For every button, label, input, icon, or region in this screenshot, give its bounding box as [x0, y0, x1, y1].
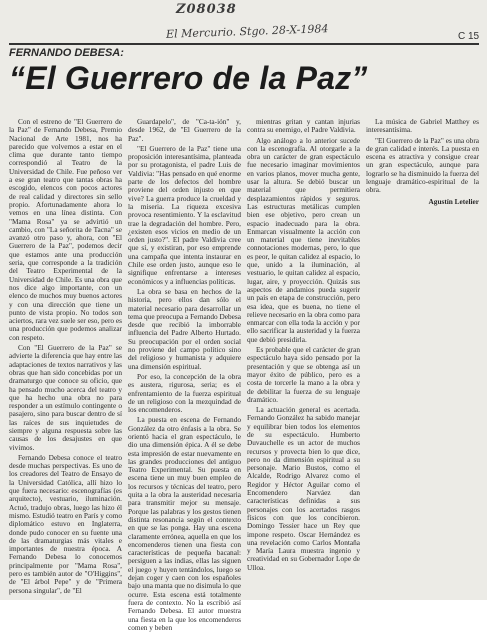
paragraph: Con "El Guerrero de la Paz" se advierte la diferencia que hay entre las adaptaciones de textos narrativos y las obras que han sido concebidas por un dramaturgo que conoce su oficio, que ha pensado mucho acerca del teatro y que ha hecho una obra no para responder a un estímulo contingente o pasajero, sino para buscar dentro de sí las raíces de sus inquietudes de siempre y alguna respuesta sobre las causas de los desajustes en que vivimos.: [9, 343, 122, 452]
archive-code: Z08038: [176, 2, 237, 17]
paragraph: La obra se basa en hechos de la historia, pero ellos dan sólo el material necesario para desarrollar un tema que preocupa a Fernando Debesa desde que recibió la imborrable influencia del Padre Alberto Hurtado. Su preocupación por el orden social no proviene del campo político sino del religioso y humanista y adquiere una dimensión espiritual.: [128, 286, 241, 371]
paragraph: "El Guerrero de la Paz" tiene una proposición interesantísima, planteada por su protagonista, el padre Luis de Valdivia: "Has pensado en qué enorme parte de los defectos del hombre proviene del orden injusto en que vive? La guerra produce la crueldad y la miseria. La riqueza excesiva provoca resentimiento. Y la esclavitud trae la degradación del hombre. Pero, ¿existen esos vicios en medio de un orden justo?". El padre Valdivia cree que sí, y existiran, por eso emprende una campaña que intenta instaurar en Chile ese orden justo, aunque eso le signifique enfrentarse a intereses económicos y a influencias políticas.: [128, 143, 242, 286]
article-kicker: FERNANDO DEBESA:: [9, 47, 124, 59]
paragraph: Fernando Debesa conoce el teatro desde muchas perspectivas. Es uno de los creadores del Teatro de Ensayo de la Universidad Católica, allí hizo lo que fuera necesario: escenografías (es arquitecto), vestuario, iluminación. Actuó, tradujo obras, luego las hizo él mismo. Estudió teatro en París y como diplomático estuvo en Inglaterra, donde pudo conocer en su fuente una de las dramaturgias más vitales e importantes de nuestra época. A Fernando Debesa lo conocemos principalmente por "Mama Rosa", pero es también autor de "O'Higgins", de "El árbol Pepe" y de "Primera persona singular", de "El: [9, 452, 122, 595]
header-rule: [9, 43, 479, 45]
paragraph: Guardapelo", de "Ca-ta-ión" y, desde 1962, de "El Guerrero de la Paz".: [128, 117, 241, 143]
article-column-4: [366, 118, 479, 596]
paragraph: mientras gritan y cantan injurias contra su enemigo, el Padre Valdivia.: [247, 117, 360, 135]
paragraph: La música de Gabriel Matthey es interesantísima.: [366, 117, 479, 135]
handwritten-source: El Mercurio. Stgo. 28-X-1984: [165, 22, 329, 41]
paragraph: Algo análogo a lo anterior sucede con la escenografía. Al otorgarle a la obra un carácter de gran espectáculo fue necesario imaginar movimientos en varios planos, mover mucha gente, usar la altura. Se debió buscar un material que permitiera desplazamientos rápidos y seguros. Las estructuras metálicas cumplen bien ese objetivo, pero crean un espacio inadecuado para la obra. Enmarcan visualmente la acción con un material que tiene inevitables connotaciones modernas, pero, lo que es peor, le quitan calidez al espacio, lo que, unido a la iluminación, al vestuario, le quitan calidez al espacio, lugar, aire, y proyección. Quizás sus aspectos de andamios pueda sugerir un país en etapa de construcción, pero esa idea, que es buena, no tiene el relieve necesario en la obra como para enmarcar con ella toda la acción y por ello sacrificar la austeridad y la fuerza que debió presidirla.: [247, 135, 360, 344]
paragraph: "El Guerrero de la Paz" es una obra de gran calidad e interés. La puesta en escena es atractiva y consigue crear un gran espectáculo, aunque para lograrlo se ha disminuido la fuerza del lenguaje dramático-espiritual de la obra.: [366, 135, 479, 195]
paragraph: La puesta en escena de Fernando González da otro énfasis a la obra. Se orientó hacia el gran espectáculo, le dio una dimensión épica. A él se debe esta impresión de estar nuevamente en las grandes producciones del antiguo Teatro Experimental. Su puesta en escena tiene un muy buen empleo de los recursos y técnicas del teatro, pero quita a la obra la austeridad necesaria para transmitir mejor su mensaje. Porque las palabras y los gestos tienen distinta resonancia según el contexto en que se las ponga. Hay una escena claramente errónea, aquella en que los encomenderos tienen una fiesta con características de pequeña bacanal: persiguen a las indias, ellas las siguen el juego y huyen tentándolos, luego se dejan coger y caen con los españoles bajo una manta que no disimula lo que ocurre. Esta escena está totalmente fuera de contexto. No la escribió así Fernando Debesa. El autor muestra una fiesta en la que los encomenderos comen y beben: [128, 415, 241, 632]
article-column-1: [9, 118, 122, 596]
paragraph: Con el estreno de "El Guerrero de la Paz" de Fernando Debesa, Premio Nacional de Arte 1981, nos ha parecido que volvemos a estar en el clima que durante tanto tiempo correspondió al Teatro de la Universidad de Chile. Fue peñoso ver a ese gran teatro que tantas obras ha escogido, elencos con pocos actores de real calidad y directores sin sello propio. Afortunadamente ahora lo vemos en una línea distinta. Con "Mama Rosa" ya se advirtió un cambio, con "La señorita de Tacna" se avanzó otro paso y, ahora, con "El Guerrero de la Paz", podemos decir que estamos ante una producción seria, que corresponde a la tradición del Teatro Experimental de la Universidad de Chile. Es una obra que nos dice algo importante, con un elenco de muchos muy buenos actores y con una dirección que tiene un punto de vista propio. No todos son aciertos, rara vez suele ser eso, pero es una producción que podemos analizar con respeto.: [9, 117, 122, 342]
page-number: C 15: [458, 31, 480, 42]
author-signature: Agustín Letelier: [428, 196, 479, 206]
article-headline: “El Guerrero de la Paz”: [9, 60, 368, 96]
paragraph: Es probable que el carácter de gran espectáculo haya sido pensado por la presentación y que se obtenga así un mayor éxito de público, pero es a costa de torcerle la mano a la obra y de debilitar la fuerza de su lenguaje dramático.: [247, 345, 360, 404]
article-column-2: [128, 117, 242, 632]
article-column-3: [247, 118, 360, 596]
paragraph: La actuación general es acertada. Fernando González ha sabido manejar y equilibrar bien todos los elementos de su espectáculo. Humberto Duvauchelle es un actor de muchos recursos y provecta bien lo que dice, pero no da dimensión espiritual a su personaje. Mario Bustos, como el Alcalde, Rodrigo Alvarez como el Regidor y Héctor Aguilar como el Encomendero Narváez dan características definidas a sus personajes con los acertados rasgos físicos con que los concibieron. Domingo Tessier hace un Rey que impone respeto. Oscar Hernández es una revelación como Carlos Montaña y María Laura muestra ingenio y creatividad en su Gobernador Lope de Ulloa.: [247, 405, 360, 572]
paragraph: Por eso, la concepción de la obra es austera, rigurosa, seria; es el enfrentamiento de la fuerza espiritual de un religioso con la mezquindad de los encomenderos.: [128, 371, 241, 415]
